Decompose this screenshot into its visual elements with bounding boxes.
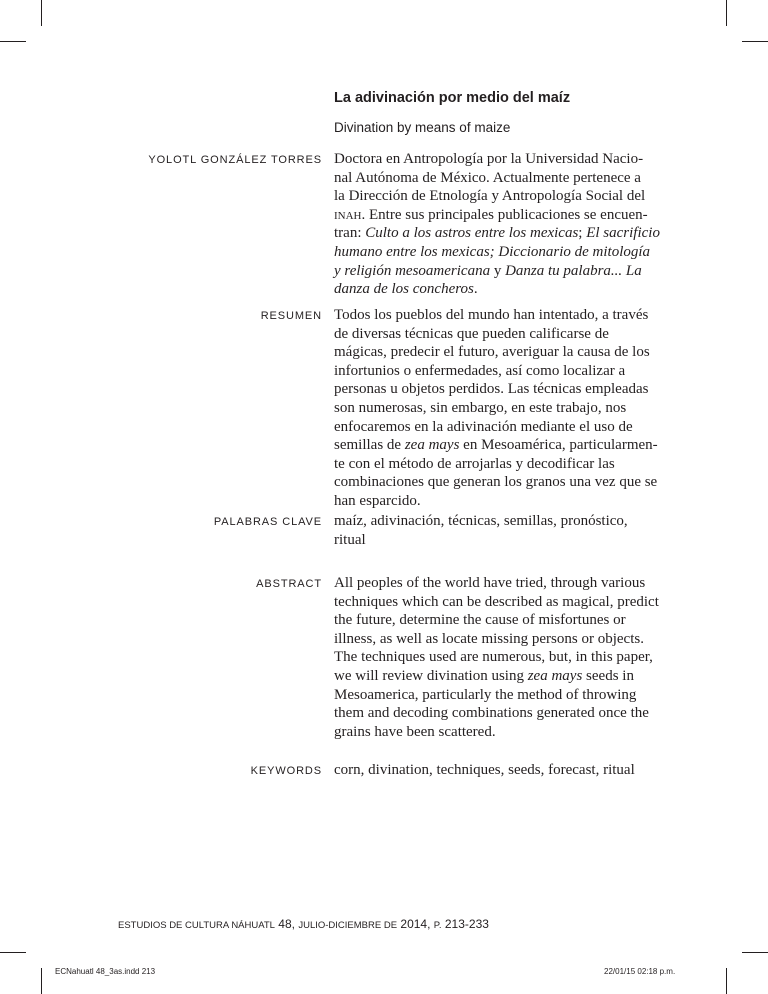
abstract-text: All peoples of the world have tried, through various techniques which can be described as magical, predict the future, determine the cause of misfortunes or illness, as well as locate missing persons or objects. The techniques used are numerous, but, in this paper, we will review divination using zea mays seeds in Mesoamerica, particularly the method of throwing them and decoding combinations generated once the grains have been scattered. bbox=[334, 575, 659, 740]
crop-mark bbox=[726, 0, 727, 26]
publication-title: Culto a los astros entre los mexicas bbox=[365, 225, 579, 242]
author-bio bbox=[334, 150, 674, 299]
publication-title: humano entre los mexicas; Diccionario de mitología bbox=[334, 243, 651, 260]
print-slug-date: 22/01/15 02:18 p.m. bbox=[604, 967, 676, 976]
crop-mark bbox=[41, 0, 42, 26]
publication-title: El sacrificio bbox=[586, 225, 660, 242]
resumen-label: RESUMEN bbox=[260, 310, 322, 322]
bio-line: la Dirección de Etnología y Antropología Social del bbox=[334, 188, 646, 205]
bio-line: tran: Culto a los astros entre los mexicas; El sacrificio bbox=[334, 225, 660, 242]
journal-name: ESTUDIOS DE CULTURA NÁHUATL bbox=[118, 920, 275, 931]
inah-acronym: inah bbox=[334, 206, 362, 223]
resumen-text: Todos los pueblos del mundo han intentado, a través de diversas técnicas que pueden calificarse de mágicas, predecir el futuro, averiguar la causa de los infortunios o enfermedades, así como localizar a personas u objetos perdidos. Las técnicas empleadas son numerosas, sin embargo, en este trabajo, nos enfocaremos en la adivinación mediante el uso de semillas de zea mays en Mesoamérica, particularmen- te con el método de arrojarlas y decodificar las combinaciones que generan los granos una vez que se han esparcido. bbox=[334, 307, 658, 509]
bio-line: y religión mesoamericana y Danza tu palabra... La bbox=[334, 262, 642, 279]
keywords-text: corn, divination, techniques, seeds, forecast, ritual bbox=[334, 762, 635, 778]
abstract-label: ABSTRACT bbox=[256, 578, 322, 590]
species-name: zea mays bbox=[527, 667, 583, 684]
article-title: La adivinación por medio del maíz bbox=[334, 90, 571, 106]
crop-mark bbox=[41, 968, 42, 994]
page-prefix: P. bbox=[433, 920, 442, 931]
page-range: 213-233 bbox=[444, 917, 489, 931]
crop-mark bbox=[742, 41, 768, 42]
crop-mark bbox=[742, 952, 768, 953]
print-slug-file: ECNahuatl 48_3as.indd 213 bbox=[55, 967, 156, 976]
publication-title: Danza tu palabra... La bbox=[505, 262, 642, 279]
journal-volume: 48, bbox=[278, 917, 295, 931]
publication-title: y religión mesoamericana bbox=[334, 262, 491, 279]
palabras-clave-text: maíz, adivinación, técnicas, semillas, pronóstico, ritual bbox=[334, 513, 628, 548]
author-label: YOLOTL GONZÁLEZ TORRES bbox=[148, 154, 322, 166]
journal-year: 2014, bbox=[400, 917, 431, 931]
bio-line: danza de los concheros. bbox=[334, 281, 478, 298]
species-name: zea mays bbox=[404, 437, 460, 454]
palabras-clave-label: PALABRAS CLAVE bbox=[213, 516, 322, 528]
crop-mark bbox=[0, 41, 26, 42]
bio-line bbox=[334, 243, 674, 262]
journal-period: JULIO-DICIEMBRE DE bbox=[298, 920, 398, 931]
publication-title: danza de los concheros bbox=[334, 281, 474, 298]
crop-mark bbox=[726, 968, 727, 994]
crop-mark bbox=[0, 952, 26, 953]
bio-line: inah. Entre sus principales publicaciones se encuen- bbox=[334, 206, 648, 223]
keywords-label: KEYWORDS bbox=[250, 765, 322, 777]
article-subtitle: Divination by means of maize bbox=[334, 120, 511, 135]
journal-citation bbox=[118, 917, 489, 931]
bio-line: nal Autónoma de México. Actualmente pertenece a bbox=[334, 169, 641, 186]
bio-line: Doctora en Antropología por la Universidad Nacio- bbox=[334, 151, 644, 167]
